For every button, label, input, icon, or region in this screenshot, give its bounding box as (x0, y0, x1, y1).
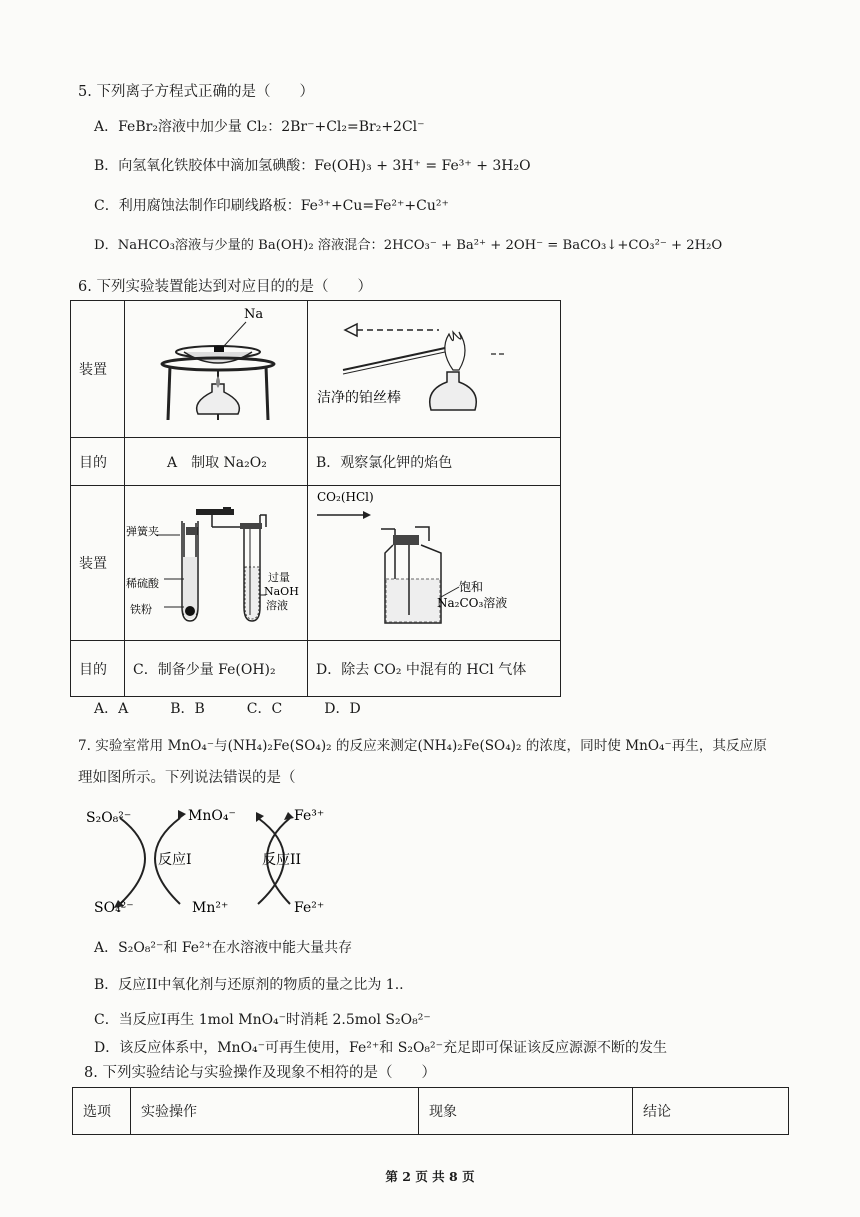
label-naoh: NaOH (264, 585, 299, 598)
q5-option-d: D．NaHCO₃溶液与少量的 Ba(OH)₂ 溶液混合：2HCO₃⁻ + Ba²⁺ + 2OH⁻ = BaCO₃↓+CO₃²⁻ + 2H₂O (94, 238, 723, 253)
species-mno4: MnO₄⁻ (188, 808, 236, 824)
q8-header-conclusion: 结论 (633, 1088, 789, 1135)
label-na2co3-solution: Na₂CO₃溶液 (437, 596, 508, 610)
purpose-c: C．制备少量 Fe(OH)₂ (125, 641, 308, 697)
q5-stem: 5. 下列离子方程式正确的是（ ） (78, 84, 314, 100)
row-label-apparatus-2: 装置 (71, 486, 125, 641)
row-label-apparatus-1: 装置 (71, 301, 125, 438)
label-dilute-acid: 稀硫酸 (126, 577, 159, 590)
q5-option-b: B．向氢氧化铁胶体中滴加氢碘酸：Fe(OH)₃ + 3H⁺ = Fe³⁺ + 3H₂O (94, 158, 531, 174)
row-label-purpose-1: 目的 (71, 438, 125, 486)
q8-header-phenomenon: 现象 (419, 1088, 633, 1135)
q5-option-a: A．FeBr₂溶液中加少量 Cl₂：2Br⁻+Cl₂=Br₂+2Cl⁻ (94, 119, 425, 135)
purpose-b: B．观察氯化钾的焰色 (308, 438, 561, 486)
reaction-1-label: 反应I (158, 852, 192, 868)
species-mn2: Mn²⁺ (192, 900, 229, 916)
q8-stem: 8. 下列实验结论与实验操作及现象不相符的是（ ） (84, 1065, 436, 1081)
page-footer: 第 2 页 共 8 页 (385, 1169, 475, 1184)
q8-header-operation: 实验操作 (131, 1088, 419, 1135)
q8-header-option: 选项 (73, 1088, 131, 1135)
row-label-purpose-2: 目的 (71, 641, 125, 697)
apparatus-d (308, 486, 561, 641)
evaporating-dish-heating-diagram (126, 302, 306, 432)
species-s2o8: S₂O₈²⁻ (86, 810, 132, 826)
gas-washing-bottle-diagram (309, 487, 559, 635)
q8-table (72, 1087, 789, 1135)
label-pt-wire: 洁净的铂丝棒 (317, 390, 401, 406)
apparatus-b (308, 301, 561, 438)
redox-cycle-diagram (80, 796, 360, 921)
label-spring-clip: 弹簧夹 (126, 525, 159, 538)
q7-option-a: A．S₂O₈²⁻和 Fe²⁺在水溶液中能大量共存 (94, 940, 353, 956)
q7-stem-line1: 7. 实验室常用 MnO₄⁻与(NH₄)₂Fe(SO₄)₂ 的反应来测定(NH₄)₂Fe(SO₄)₂ 的浓度，同时使 MnO₄⁻再生，其反应原 (78, 738, 767, 754)
q6-stem: 6. 下列实验装置能达到对应目的的是（ ） (78, 279, 372, 295)
apparatus-c (125, 486, 308, 641)
q7-option-c: C．当反应I再生 1mol MnO₄⁻时消耗 2.5mol S₂O₈²⁻ (94, 1012, 431, 1028)
label-excess: 过量 (268, 571, 290, 584)
species-fe3: Fe³⁺ (294, 808, 325, 824)
apparatus-a (125, 301, 308, 438)
label-gas-inlet: CO₂(HCl) (317, 490, 374, 504)
q7-option-d: D．该反应体系中，MnO₄⁻可再生使用，Fe²⁺和 S₂O₈²⁻充足即可保证该反应源源不断的发生 (94, 1040, 668, 1056)
purpose-a: A 制取 Na₂O₂ (125, 438, 308, 486)
species-fe2: Fe²⁺ (294, 900, 325, 916)
flame-test-diagram (309, 302, 559, 432)
q5-option-c: C．利用腐蚀法制作印刷线路板：Fe³⁺+Cu=Fe²⁺+Cu²⁺ (94, 198, 449, 214)
purpose-d: D．除去 CO₂ 中混有的 HCl 气体 (308, 641, 561, 697)
label-saturated: 饱和 (459, 580, 484, 594)
q6-options: A．A B．B C．C D．D (94, 701, 361, 717)
q6-apparatus-table (70, 300, 561, 697)
species-so4: SO₄²⁻ (94, 900, 134, 916)
q7-stem-line2: 理如图所示。下列说法错误的是（ (78, 770, 296, 786)
ferrous-hydroxide-prep-diagram (126, 487, 306, 635)
label-na: Na (244, 307, 264, 322)
label-naoh-solution: 溶液 (266, 599, 288, 612)
label-iron-powder: 铁粉 (130, 603, 152, 616)
q7-option-b: B．反应II中氧化剂与还原剂的物质的量之比为 1.. (94, 977, 404, 993)
reaction-2-label: 反应II (262, 852, 302, 868)
